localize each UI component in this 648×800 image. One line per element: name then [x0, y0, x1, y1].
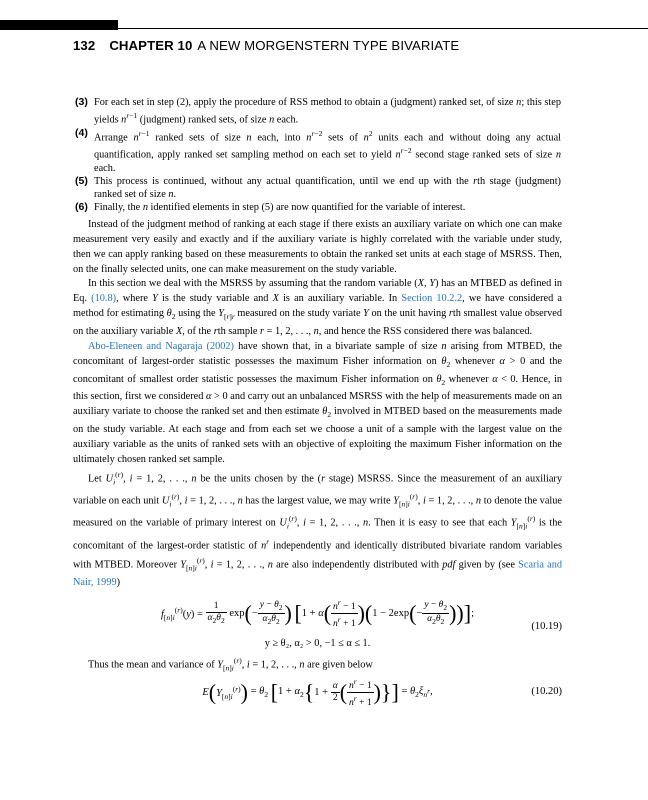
equation-10-20	[73, 676, 562, 710]
step-4: (4) Arrange $n^{r-1}$ ranked sets of size n each, into $n^{r-2}$ sets of $n^2$ units each and without doing any actual quantification, apply ranked set sampling method on each set to yield $n^{r-2}$ second stage ranked sets of size n each.	[75, 126, 562, 174]
equation-intro: Thus the mean and variance of $Y_{[n]i}^{(r)}$, i = 1, 2, . . ., n are given below	[88, 656, 373, 673]
step-6: (6) Finally, the n identified elements in step (5) are now quantified for the variable of interest.	[75, 200, 466, 213]
step-number: (3)	[75, 96, 88, 108]
equation-number: (10.19)	[531, 621, 562, 632]
equation-expression: $f_{[n]i}^{(r)}(y)$ = $\frac{1}{\alpha_2\theta_2}$ exp(− $\frac{y - \theta_2}{\alpha_2\theta_2}$ ) [1 + α( $\frac{n^r - 1}{n^r + 1}$ )(1 − 2exp(− $\frac{y - \theta_2}{\alpha_2\theta_2}$ ))];	[161, 598, 474, 630]
equation-number: (10.20)	[531, 686, 562, 697]
header-rule	[118, 28, 648, 29]
step-number: (5)	[75, 174, 88, 187]
equation-link[interactable]: (10.8)	[91, 293, 117, 305]
equation-expression: $E(Y_{[n]i}^{(r)}) = \theta_2$ [$1 + \alpha_2\{1$ + $\frac{\alpha}{2}$ ( $\frac{n^r - 1}{n^r + 1}$ )}] = $\theta_2\xi_{n^r}$,	[202, 677, 433, 709]
paragraph-2: In this section we deal with the MSRSS by assuming that the random variable (X, Y) has an MTBED as defined in Eq. (10.8), where Y is the study variable and X is an auxiliary variable. In Section 10.2.2, we have considered a method for estimating $\theta_2$ using the $Y_{[r]r}$ measured on the study variate Y on the unit having rth smallest value observed on the auxiliary variable X, of the rth sample r = 1, 2, . . ., n, and hence the RSS considered there was balanced.	[73, 278, 563, 337]
step-3: (3) For each set in step (2), apply the procedure of RSS method to obtain a (judgment) ranked set, of size n; this step yields $n^{r-1}$ (judgment) ranked sets, of size n each.	[75, 96, 561, 126]
header-bar	[0, 20, 118, 30]
citation-link[interactable]: Abo-Eleneen and Nagaraja (2002)	[88, 340, 234, 352]
step-number: (4)	[75, 126, 88, 139]
citation-link[interactable]: Scaria and Nair, 1999	[73, 559, 562, 589]
step-number: (6)	[75, 200, 88, 213]
page-number: 132	[73, 38, 96, 53]
equation-condition: y ≥ θ₂, α₂ > 0, −1 ≤ α ≤ 1.	[264, 638, 371, 649]
step-5: (5) This process is continued, without any actual quantification, until we end up with the rth stage (judgment) ranked set of size n.	[75, 174, 561, 200]
chapter-label: CHAPTER 10	[109, 38, 193, 53]
paragraph-3: Abo-Eleneen and Nagaraja (2002) have shown that, in a bivariate sample of size n arising from MTBED, the concomitant of largest-order statistic possesses the maximum Fisher information on $\theta_2$ whenever α > 0 and the concomitant of smallest order statistic possesses the maximum Fisher information on $\theta_2$ whenever α < 0. Hence, in this section, first we considered α > 0 and carry out an unbalanced MSRSS with the help of measurements made on an auxiliary variate to choose the ranked set and then estimate $\theta_2$ involved in MTBED based on the measurements made on the study variable. At each stage and from each set we choose a unit of a sample with the largest value on the auxiliary variable as the units of ranked sets with an objective of exploiting the maximum Fisher information on the ultimately chosen ranked set sample.	[73, 340, 562, 465]
paragraph-1: Instead of the judgment method of ranking at each stage if there exists an auxiliary variate on which one can make measurement very easily and exactly and if the auxiliary variate is highly correlated with the variable under study, then we can apply ranking based on these measurements to obtain the ranked set units at each stage of MSRSS. Then, on the finally selected units, one can make measurement on the study variable.	[73, 219, 562, 275]
body-text	[73, 218, 562, 591]
chapter-title: A NEW MORGENSTERN TYPE BIVARIATE	[197, 38, 460, 53]
section-link[interactable]: Section 10.2.2	[401, 293, 463, 305]
equation-10-19	[73, 597, 562, 632]
running-header	[73, 38, 459, 53]
paragraph-4: Let $U_i^{(r)}$, i = 1, 2, . . ., n be the units chosen by the (r stage) MSRSS. Since the measurement of an auxiliary variable on each unit $U_i^{(r)}$, i = 1, 2, . . ., n has the largest value, we may write $Y_{[n]i}^{(r)}$, i = 1, 2, . . ., n to denote the value measured on the variable of primary interest on $U_i^{(r)}$, i = 1, 2, . . ., n. Then it is easy to see that each $Y_{[n]i}^{(r)}$ is the concomitant of the largest-order statistic of $n^r$ independently and identically distributed bivariate random variables with MTBED. Moreover $Y_{[n]i}^{(r)}$, i = 1, 2, . . ., n are also independently distributed with pdf given by (see Scaria and Nair, 1999)	[73, 469, 563, 589]
step-list	[75, 96, 561, 214]
